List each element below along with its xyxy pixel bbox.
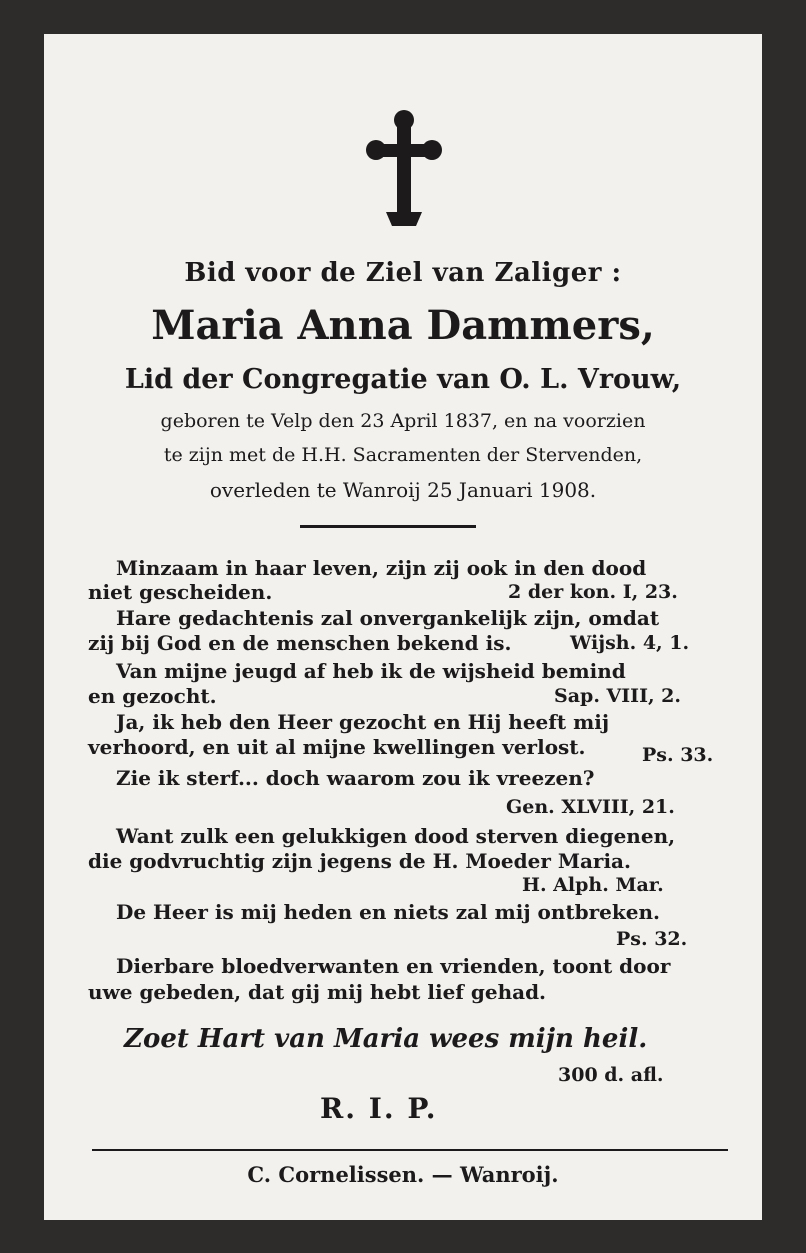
- verse-line: en gezocht.: [88, 684, 217, 708]
- verse-ref: Sap. VIII, 2.: [554, 685, 682, 707]
- indulgence-note: 300 d. afl.: [558, 1064, 664, 1086]
- verse-line: Van mijne jeugd af heb ik de wijsheid bemind: [116, 659, 626, 683]
- memorial-card: [44, 34, 762, 1220]
- footer-rule: [92, 1149, 728, 1151]
- printer-credit: C. Cornelissen. — Wanroij.: [247, 1162, 559, 1187]
- cross-icon: [366, 108, 442, 230]
- divider-rule: [300, 525, 476, 528]
- verse-line: Zie ik sterf... doch waarom zou ik vreezen?: [116, 766, 595, 790]
- rip-line: R. I. P.: [320, 1092, 438, 1125]
- verse-ref: Ps. 32.: [616, 928, 688, 950]
- verse-line: Hare gedachtenis zal onvergankelijk zijn, omdat: [116, 606, 660, 630]
- born-line: geboren te Velp den 23 April 1837, en na voorzien: [160, 410, 646, 432]
- verse-ref: Ps. 33.: [642, 744, 714, 766]
- sacraments-line: te zijn met de H.H. Sacramenten der Stervenden,: [163, 444, 643, 466]
- verse-line: uwe gebeden, dat gij mij hebt lief gehad.: [88, 980, 547, 1004]
- died-line: overleden te Wanroij 25 Januari 1908.: [209, 478, 597, 502]
- verse-line: niet gescheiden.: [88, 580, 273, 604]
- verse-line: Ja, ik heb den Heer gezocht en Hij heeft mij: [116, 710, 610, 734]
- verse-ref: Gen. XLVIII, 21.: [506, 796, 675, 818]
- verse-line: zij bij God en de menschen bekend is.: [88, 631, 512, 655]
- closing-prayer: Zoet Hart van Maria wees mijn heil.: [124, 1024, 648, 1054]
- verse-ref: 2 der kon. I, 23.: [508, 581, 678, 603]
- verse-line: verhoord, en uit al mijne kwellingen verlost.: [88, 735, 586, 759]
- verse-line: De Heer is mij heden en niets zal mij ontbreken.: [116, 900, 660, 924]
- verse-ref: H. Alph. Mar.: [522, 874, 664, 896]
- membership-line: Lid der Congregatie van O. L. Vrouw,: [124, 364, 682, 395]
- card-heading: Bid voor de Ziel van Zaliger :: [184, 258, 622, 288]
- verse-line: Minzaam in haar leven, zijn zij ook in den dood: [116, 556, 647, 580]
- verse-line: Want zulk een gelukkigen dood sterven diegenen,: [116, 824, 676, 848]
- verse-line: Dierbare bloedverwanten en vrienden, toont door: [116, 954, 671, 978]
- deceased-name: Maria Anna Dammers,: [151, 302, 655, 349]
- verse-line: die godvruchtig zijn jegens de H. Moeder Maria.: [88, 849, 631, 873]
- verse-ref: Wijsh. 4, 1.: [570, 632, 690, 654]
